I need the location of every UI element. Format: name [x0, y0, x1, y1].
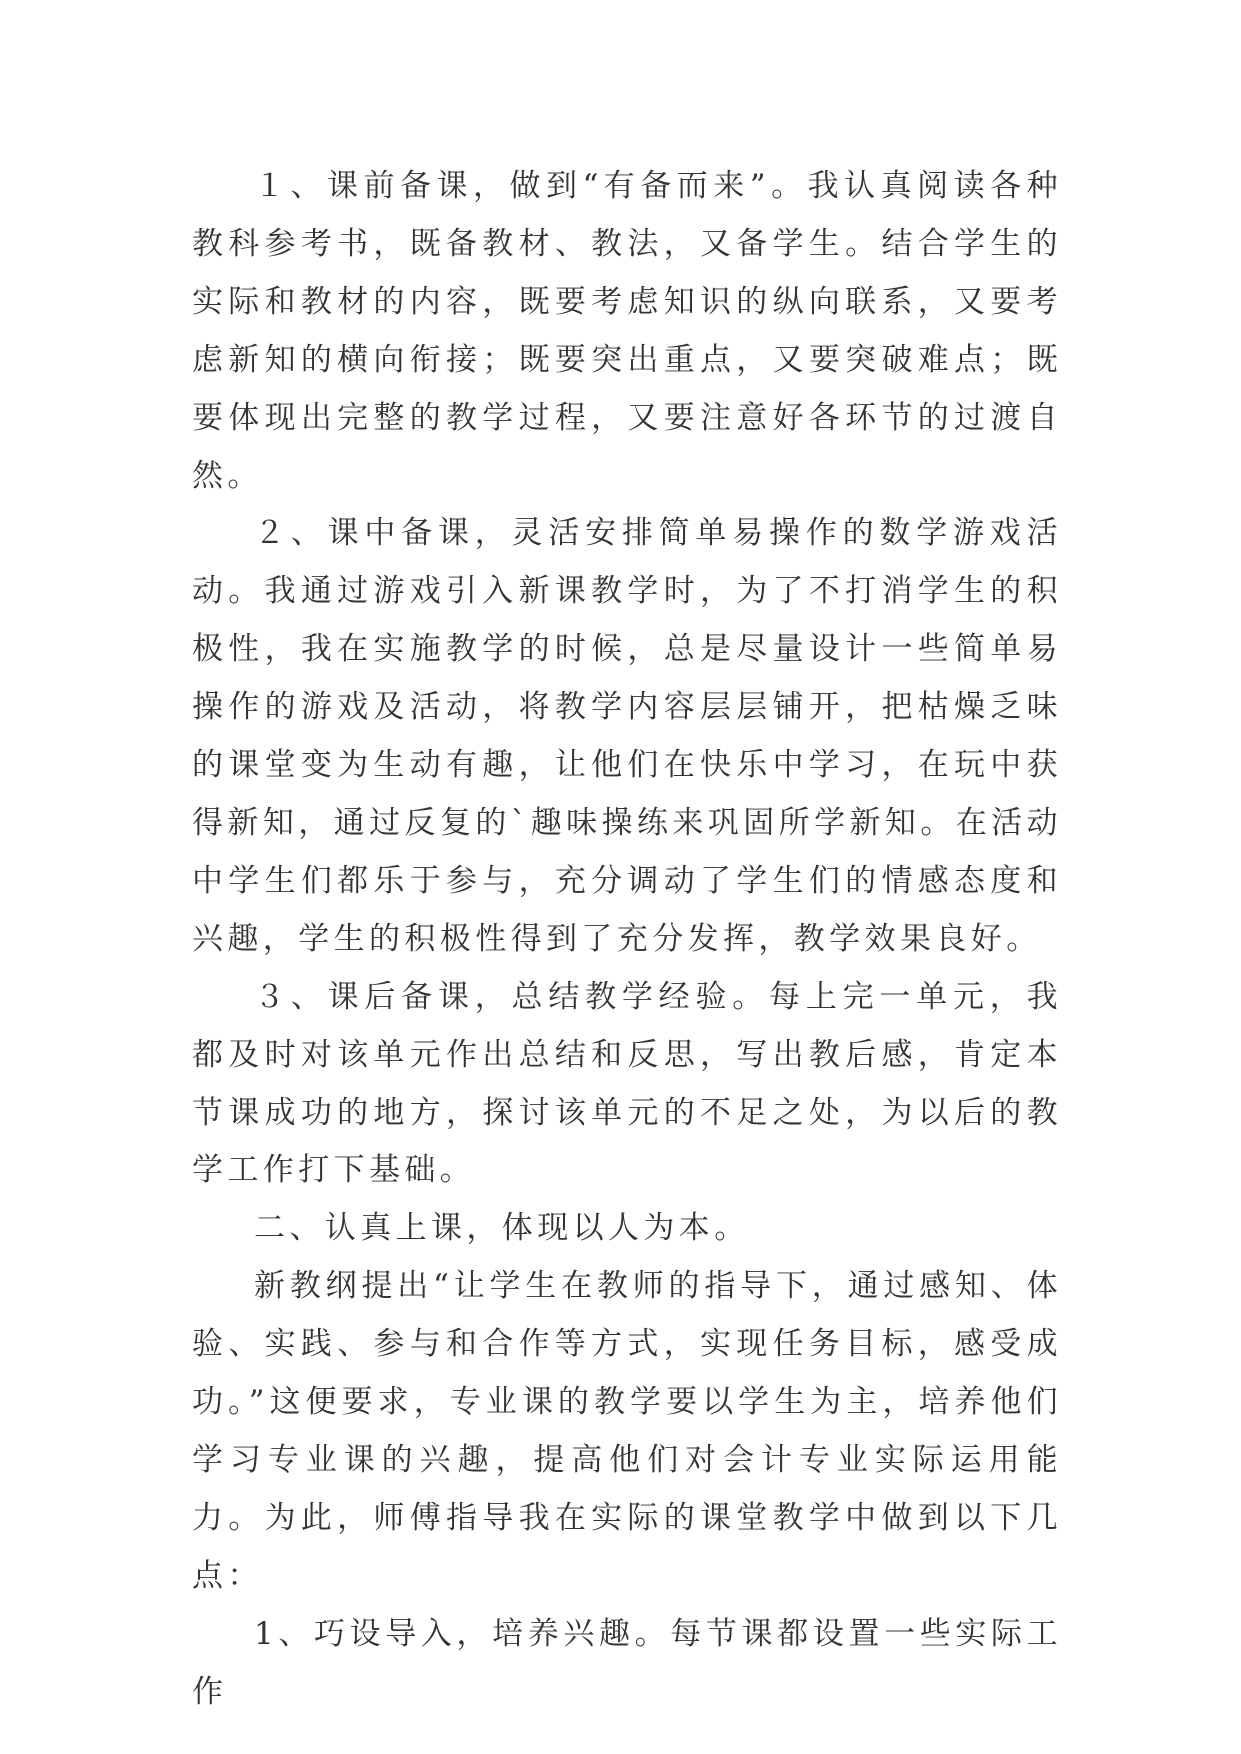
paragraph-introduction-interest: 1、巧设导入，培养兴趣。每节课都设置一些实际工作: [192, 1615, 1062, 1710]
paragraph-lesson-prep-before-class: １、课前备课，做到“有备而来”。我认真阅读各种教科参考书，既备教材、教法，又备学生。结合学生的实际和教材的内容，既要考虑知识的纵向联系，又要考虑新知的横向衔接；既要突出重点，又要突破难点；既要体现出完整的教学过程，又要注意好各环节的过渡自然。: [192, 168, 1062, 494]
paragraph-new-syllabus: 新教纲提出“让学生在教师的指导下，通过感知、体验、实践、参与和合作等方式，实现任务目标，感受成功。”这便要求，专业课的教学要以学生为主，培养他们学习专业课的兴趣，提高他们对会计专业实际运用能力。为此，师傅指导我在实际的课堂教学中做到以下几点：: [192, 1268, 1062, 1594]
section-heading-teaching: 二、认真上课，体现以人为本。: [254, 1210, 750, 1247]
document-body: [192, 158, 1062, 1721]
paragraph-lesson-prep-during-class: ２、课中备课，灵活安排简单易操作的数学游戏活动。我通过游戏引入新课教学时，为了不打消学生的积极性，我在实施教学的时候，总是尽量设计一些简单易操作的游戏及活动，将教学内容层层铺开，把枯燥乏味的课堂变为生动有趣，让他们在快乐中学习，在玩中获得新知，通过反复的`趣味操练来巩固所学新知。在活动中学生们都乐于参与，充分调动了学生们的情感态度和兴趣，学生的积极性得到了充分发挥，教学效果良好。: [192, 515, 1062, 957]
paragraph-lesson-prep-after-class: ３、课后备课，总结教学经验。每上完一单元，我都及时对该单元作出总结和反思，写出教后感，肯定本节课成功的地方，探讨该单元的不足之处，为以后的教学工作打下基础。: [192, 978, 1062, 1189]
